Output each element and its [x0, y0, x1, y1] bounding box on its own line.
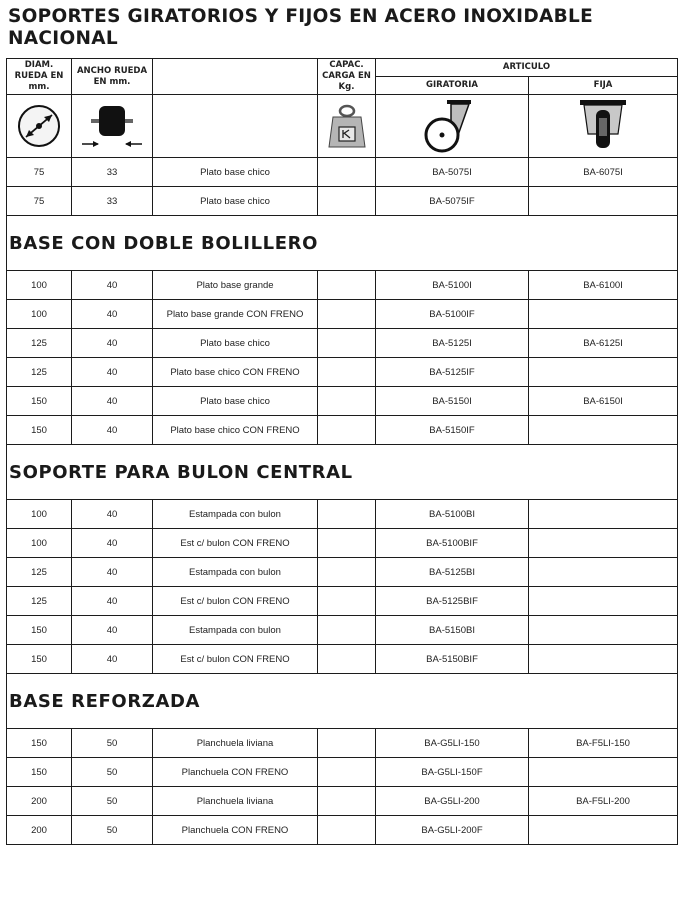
cell-capac — [318, 787, 376, 816]
header-diam: DIAM. RUEDA EN mm. — [7, 59, 72, 95]
cell-ancho: 40 — [72, 358, 153, 387]
cell-diam: 100 — [7, 529, 72, 558]
cell-fija — [529, 529, 678, 558]
cell-giratoria: BA-5100IF — [376, 300, 529, 329]
cell-diam: 100 — [7, 500, 72, 529]
cell-fija — [529, 616, 678, 645]
cell-fija — [529, 816, 678, 845]
cell-ancho: 50 — [72, 729, 153, 758]
wheel-diameter-icon — [16, 103, 62, 149]
cell-giratoria: BA-5075I — [376, 158, 529, 187]
cell-ancho: 33 — [72, 158, 153, 187]
cell-ancho: 33 — [72, 187, 153, 216]
section-heading: BASE CON DOBLE BOLILLERO — [7, 216, 678, 271]
cell-desc: Plato base chico — [153, 387, 318, 416]
cell-diam: 150 — [7, 616, 72, 645]
cell-desc: Plato base chico — [153, 158, 318, 187]
cell-diam: 125 — [7, 587, 72, 616]
header-blank — [153, 59, 318, 95]
cell-giratoria: BA-G5LI-150 — [376, 729, 529, 758]
cell-ancho: 40 — [72, 500, 153, 529]
cell-capac — [318, 500, 376, 529]
cell-fija — [529, 645, 678, 674]
cell-capac — [318, 187, 376, 216]
section-heading: BASE REFORZADA — [7, 674, 678, 729]
cell-desc: Plato base grande — [153, 271, 318, 300]
cell-capac — [318, 300, 376, 329]
cell-desc: Est c/ bulon CON FRENO — [153, 645, 318, 674]
diam-icon-cell — [7, 95, 72, 158]
cell-diam: 200 — [7, 816, 72, 845]
cell-ancho: 50 — [72, 816, 153, 845]
cell-giratoria: BA-5125BI — [376, 558, 529, 587]
weight-icon — [327, 103, 367, 149]
cell-capac — [318, 816, 376, 845]
cell-giratoria: BA-G5LI-200 — [376, 787, 529, 816]
cell-fija: BA-F5LI-200 — [529, 787, 678, 816]
header-articulo: ARTICULO — [376, 59, 678, 77]
cell-giratoria: BA-5150IF — [376, 416, 529, 445]
cell-diam: 100 — [7, 300, 72, 329]
cell-desc: Plato base chico CON FRENO — [153, 358, 318, 387]
cell-capac — [318, 558, 376, 587]
table-row — [7, 558, 678, 587]
cell-fija — [529, 758, 678, 787]
header-ancho: ANCHO RUEDA EN mm. — [72, 59, 153, 95]
table-row — [7, 329, 678, 358]
cell-giratoria: BA-5125BIF — [376, 587, 529, 616]
cell-capac — [318, 587, 376, 616]
cell-desc: Plato base chico — [153, 187, 318, 216]
table-row — [7, 187, 678, 216]
cell-capac — [318, 329, 376, 358]
cell-fija: BA-6125I — [529, 329, 678, 358]
cell-fija: BA-6150I — [529, 387, 678, 416]
cell-ancho: 50 — [72, 787, 153, 816]
cell-capac — [318, 645, 376, 674]
cell-fija — [529, 187, 678, 216]
cell-giratoria: BA-5075IF — [376, 187, 529, 216]
cell-fija: BA-F5LI-150 — [529, 729, 678, 758]
header-giratoria: GIRATORIA — [376, 77, 529, 95]
cell-fija — [529, 416, 678, 445]
table-row — [7, 645, 678, 674]
cell-capac — [318, 616, 376, 645]
cell-diam: 125 — [7, 358, 72, 387]
header-fija: FIJA — [529, 77, 678, 95]
cell-fija — [529, 500, 678, 529]
cell-giratoria: BA-5100I — [376, 271, 529, 300]
cell-fija — [529, 358, 678, 387]
cell-ancho: 40 — [72, 645, 153, 674]
cell-desc: Planchuela CON FRENO — [153, 758, 318, 787]
section-heading-row — [7, 216, 678, 271]
cell-giratoria: BA-G5LI-150F — [376, 758, 529, 787]
cell-desc: Plato base grande CON FRENO — [153, 300, 318, 329]
cell-desc: Est c/ bulon CON FRENO — [153, 587, 318, 616]
cell-giratoria: BA-5125I — [376, 329, 529, 358]
cell-giratoria: BA-G5LI-200F — [376, 816, 529, 845]
swivel-caster-icon — [417, 98, 487, 154]
table-row — [7, 300, 678, 329]
cell-diam: 150 — [7, 645, 72, 674]
cell-desc: Plato base chico — [153, 329, 318, 358]
cell-desc: Estampada con bulon — [153, 616, 318, 645]
cell-diam: 150 — [7, 758, 72, 787]
cell-giratoria: BA-5100BIF — [376, 529, 529, 558]
table-row — [7, 816, 678, 845]
cell-fija — [529, 558, 678, 587]
table-row — [7, 529, 678, 558]
cell-desc: Estampada con bulon — [153, 500, 318, 529]
cell-ancho: 40 — [72, 271, 153, 300]
cell-ancho: 40 — [72, 587, 153, 616]
cell-capac — [318, 271, 376, 300]
cell-ancho: 50 — [72, 758, 153, 787]
cell-ancho: 40 — [72, 300, 153, 329]
cell-desc: Planchuela CON FRENO — [153, 816, 318, 845]
fixed-caster-icon — [568, 98, 638, 154]
table-row — [7, 758, 678, 787]
table-row — [7, 787, 678, 816]
table-row — [7, 587, 678, 616]
cell-ancho: 40 — [72, 558, 153, 587]
cell-desc: Plato base chico CON FRENO — [153, 416, 318, 445]
cell-giratoria: BA-5150BIF — [376, 645, 529, 674]
table-row — [7, 416, 678, 445]
table-row — [7, 387, 678, 416]
product-table — [6, 58, 678, 845]
giratoria-icon-cell — [376, 95, 529, 158]
cell-fija: BA-6100I — [529, 271, 678, 300]
cell-capac — [318, 529, 376, 558]
cell-giratoria: BA-5100BI — [376, 500, 529, 529]
cell-desc: Est c/ bulon CON FRENO — [153, 529, 318, 558]
cell-diam: 75 — [7, 187, 72, 216]
table-row — [7, 271, 678, 300]
cell-diam: 150 — [7, 387, 72, 416]
cell-desc: Estampada con bulon — [153, 558, 318, 587]
cell-capac — [318, 729, 376, 758]
ancho-icon-cell — [72, 95, 153, 158]
cell-capac — [318, 758, 376, 787]
cell-diam: 75 — [7, 158, 72, 187]
capac-icon-cell — [318, 95, 376, 158]
cell-giratoria: BA-5125IF — [376, 358, 529, 387]
blank-icon-cell — [153, 95, 318, 158]
cell-diam: 100 — [7, 271, 72, 300]
cell-capac — [318, 416, 376, 445]
cell-diam: 125 — [7, 329, 72, 358]
table-row — [7, 616, 678, 645]
cell-diam: 150 — [7, 416, 72, 445]
cell-capac — [318, 358, 376, 387]
cell-desc: Planchuela liviana — [153, 787, 318, 816]
table-row — [7, 358, 678, 387]
cell-capac — [318, 387, 376, 416]
cell-ancho: 40 — [72, 529, 153, 558]
section-heading-row — [7, 445, 678, 500]
cell-diam: 200 — [7, 787, 72, 816]
cell-fija — [529, 300, 678, 329]
document-title: SOPORTES GIRATORIOS Y FIJOS EN ACERO INOXIDABLE NACIONAL — [8, 6, 594, 49]
cell-capac — [318, 158, 376, 187]
fija-icon-cell — [529, 95, 678, 158]
table-row — [7, 500, 678, 529]
cell-fija: BA-6075I — [529, 158, 678, 187]
wheel-width-icon — [77, 102, 147, 150]
cell-ancho: 40 — [72, 329, 153, 358]
section-heading: SOPORTE PARA BULON CENTRAL — [7, 445, 678, 500]
table-row — [7, 729, 678, 758]
cell-giratoria: BA-5150BI — [376, 616, 529, 645]
cell-diam: 125 — [7, 558, 72, 587]
cell-diam: 150 — [7, 729, 72, 758]
cell-fija — [529, 587, 678, 616]
cell-giratoria: BA-5150I — [376, 387, 529, 416]
cell-desc: Planchuela liviana — [153, 729, 318, 758]
cell-ancho: 40 — [72, 416, 153, 445]
table-row — [7, 158, 678, 187]
header-capac: CAPAC. CARGA EN Kg. — [318, 59, 376, 95]
cell-ancho: 40 — [72, 387, 153, 416]
section-heading-row — [7, 674, 678, 729]
cell-ancho: 40 — [72, 616, 153, 645]
